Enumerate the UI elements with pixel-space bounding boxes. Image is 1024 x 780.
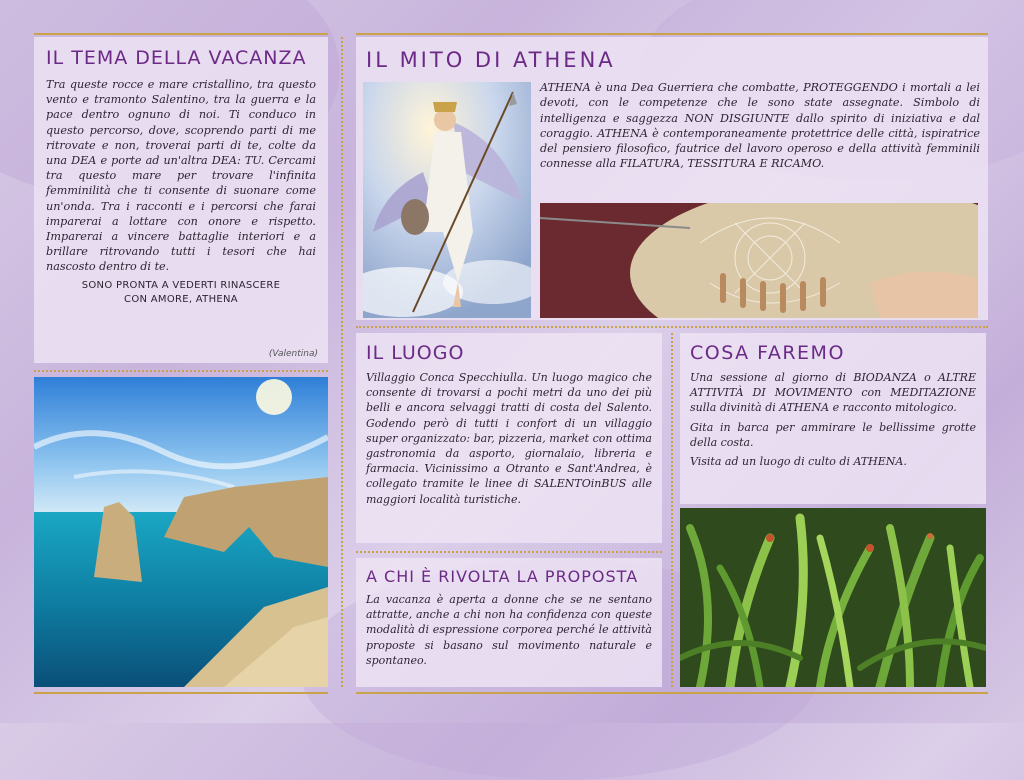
divider-bottom-left: [34, 692, 328, 694]
divider-dotted-mid: [356, 551, 662, 553]
tema-signature: (Valentina): [268, 349, 318, 359]
sea-cliffs-illustration: [34, 377, 328, 687]
rivolta-text: La vacanza è aperta a donne che se ne sentano attratte, anche a chi non ha confidenza con queste modalità di espressione corporea perché le attività proposte si basano sul movimento naturale e spontaneo.: [366, 593, 652, 667]
divider-vertical-left: [341, 37, 343, 687]
divider-top-right: [356, 33, 988, 35]
rivolta-panel: [356, 558, 662, 687]
luogo-text: Villaggio Conca Specchiulla. Un luogo magico che consente di trovarsi a pochi metri da uno dei più belli e ancora selvaggi tratti di costa del Salento. Godendo però di tutti i confort di un villaggio super organizzato: bar, pizzeria, market con ottima gastronomia da asporto, giornalaio, libreria e farmacia. Vicinissimo a Otranto e Sant'Andrea, è collegato tramite le linee di SALENTOinBUS alle maggiori località turistiche.: [366, 371, 652, 506]
lace-making-photo: [540, 203, 978, 318]
tema-panel: [34, 37, 328, 363]
lace-pillow-illustration: [540, 203, 978, 318]
rivolta-title: A CHI È RIVOLTA LA PROPOSTA: [366, 567, 639, 586]
athena-painting: [363, 82, 531, 318]
divider-dotted-left: [34, 370, 328, 372]
mito-title: IL MITO DI ATHENA: [366, 48, 616, 72]
divider-vertical-right: [671, 333, 673, 687]
divider-bottom-right: [356, 692, 988, 694]
faremo-panel: [680, 333, 986, 504]
tema-closing-line2: CON AMORE, ATHENA: [124, 293, 238, 305]
luogo-panel: [356, 333, 662, 543]
faremo-paragraph-1: Una sessione al giorno di BIODANZA o ALTRE ATTIVITÀ DI MOVIMENTO con MEDITAZIONE sulla divinità di ATHENA e racconto mitologico.: [690, 371, 976, 415]
luogo-title: IL LUOGO: [366, 342, 465, 364]
faremo-title: COSA FAREMO: [690, 342, 845, 364]
athena-illustration: [363, 82, 531, 318]
green-leaves-illustration: [680, 508, 986, 687]
mito-text: ATHENA è una Dea Guerriera che combatte, PROTEGGENDO i mortali a lei devoti, con le competenze che le sono state assegnate. Simbolo di intelligenza e saggezza NON DISGIUNTE dallo spirito di iniziativa e dal coraggio. ATHENA è contemporaneamente protettrice delle città, ispiratrice del pensiero filosofico, fautrice del lavoro operoso e della attività femminili connesse alla FILATURA, TESSITURA E RICAMO.: [540, 81, 980, 171]
iris-plants-photo: [680, 508, 986, 687]
salento-sea-photo: [34, 377, 328, 687]
faremo-paragraph-3: Visita ad un luogo di culto di ATHENA.: [690, 455, 907, 469]
divider-dotted-right: [356, 326, 988, 328]
divider-top-left: [34, 33, 328, 35]
tema-title: IL TEMA DELLA VACANZA: [46, 47, 307, 69]
faremo-paragraph-2: Gita in barca per ammirare le bellissime grotte della costa.: [690, 420, 976, 449]
tema-text: Tra queste rocce e mare cristallino, tra questo vento e tramonto Salentino, tra la guerra e la pace dentro ognuno di noi. Ti conduco in questo percorso, dove, scoprendo parti di me ritrovate e non, troverai parti di te, colte da una DEA e porte ad un'altra DEA: TU. Cercami tra questo mare per trovare l'infinita femminilità che ti consente di suonare come un'onda. Tra i racconti e i percorsi che farai imparerai a lottare con onore e rispetto. Imparerai a vincere battaglie interiori e a brillare ritrovando tutti i tesori che hai nascosto dentro di te.: [46, 78, 316, 274]
tema-closing-line1: SONO PRONTA A VEDERTI RINASCERE: [81, 279, 281, 291]
